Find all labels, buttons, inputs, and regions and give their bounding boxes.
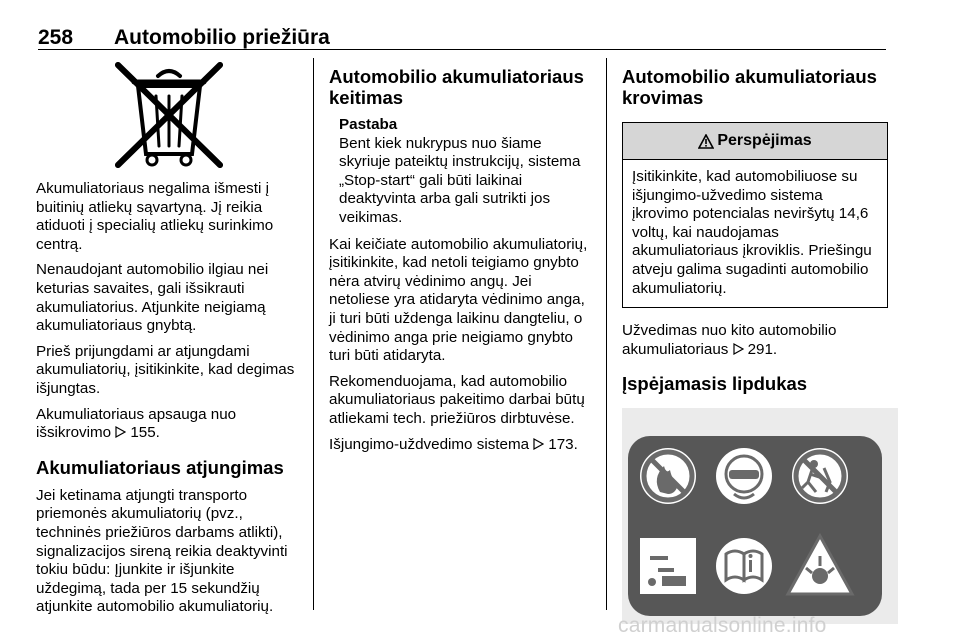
- warning-title: Perspėjimas: [717, 131, 812, 149]
- column-2: [329, 60, 593, 461]
- header-rule: [38, 49, 886, 50]
- column-divider-2: [606, 58, 607, 610]
- crossed-bin-figure: [36, 60, 302, 180]
- warning-label-illustration: [622, 408, 898, 624]
- crossed-bin-icon: [104, 60, 234, 170]
- paragraph: Prieš prijungdami ar atjungdami akumuliatorių, įsitikinkite, kad degimas išjungtas.: [36, 342, 295, 397]
- note-block: [329, 116, 593, 228]
- section-heading: Įspėjamasis lipdukas: [622, 373, 808, 395]
- corrosive-acid-icon: [640, 538, 696, 594]
- paragraph-with-reference: Akumuliatoriaus apsauga nuo išsikrovimo 155.: [36, 405, 237, 442]
- page-reference[interactable]: 291.: [747, 340, 778, 358]
- reference-arrow-icon: [533, 438, 544, 450]
- column-3: [622, 60, 888, 624]
- paragraph: Jei ketinama atjungti transporto priemonės akumuliatorių (pvz., techninės priežiūros darbams atlikti), signalizacijos sireną reikia deaktyvinti tokiu būdu: Įjunkite ir išjunkite uždegimą, tada per 15 sekundžių atjunkite automobilio akumuliatorių.: [36, 486, 288, 616]
- no-fire-smoking-icon: [640, 448, 696, 504]
- running-title: Automobilio priežiūra: [114, 26, 330, 49]
- paragraph: Kai keičiate automobilio akumuliatorių, įsitikinkite, kad netoli teigiamo gnybto nėra atvirų vėdinimo angų. Jei netoliese yra atidaryta vėdinimo anga, ji turi būti uždenga laikinu dangteliu, o vėdinimo anga prie neigiamo gnybto turi būti atidaryta.: [329, 235, 588, 365]
- paragraph-with-reference: Užvedimas nuo kito automobilio akumuliatoriaus 291.: [622, 322, 837, 358]
- paragraph: Nenaudojant automobilio ilgiau nei keturias savaites, gali išsikrauti akumuliatorius. Atjunkite neigiamą akumuliatoriaus gnybtą.: [36, 261, 269, 335]
- paragraph: Rekomenduojama, kad automobilio akumuliatoriaus pakeitimo darbai būtų atliekami tech. priežiūros dirbtuvėse.: [329, 372, 585, 427]
- warning-label-figure: [622, 408, 898, 624]
- section-heading: Automobilio akumuliatoriaus krovimas: [622, 66, 877, 108]
- paragraph: Akumuliatoriaus negalima išmesti į buitinių atliekų sąvartyną. Jį reikia atiduoti į specialių atliekų surinkimo centrą.: [36, 180, 274, 253]
- note-text: Bent kiek nukrypus nuo šiame skyriuje pateiktų instrukcijų, sistema „Stop-start“ gali būti laikinai deaktyvinta arba gali sutrikti jos veikimas.: [339, 134, 581, 226]
- note-title: Pastaba: [339, 116, 398, 133]
- watermark: carmanualsonline.info: [618, 614, 827, 637]
- reference-arrow-icon: [733, 343, 744, 355]
- warning-triangle-icon: [698, 134, 714, 149]
- warning-header: [623, 123, 887, 160]
- page-reference[interactable]: 155.: [130, 424, 160, 442]
- eye-protection-icon: [716, 448, 772, 504]
- column-1: [36, 60, 302, 624]
- section-heading: Automobilio akumuliatoriaus keitimas: [329, 66, 584, 108]
- reference-arrow-icon: [115, 426, 126, 438]
- page-number: 258: [38, 26, 74, 49]
- paragraph-with-reference: Išjungimo-uždvedimo sistema 173.: [329, 435, 578, 453]
- section-heading: Akumuliatoriaus atjungimas: [36, 456, 284, 478]
- warning-text: Įsitikinkite, kad automobiliuose su išjungimo-užvedimo sistema įkrovimo potencialas neviršytų 14,6 voltų, kai naudojamas akumuliatoriaus įkroviklis. Priešingu atveju galima sugadinti automobilio akumuliatorių.: [632, 168, 872, 297]
- column-divider-1: [313, 58, 314, 610]
- page-reference[interactable]: 173.: [548, 435, 578, 453]
- keep-children-away-icon: [792, 448, 848, 504]
- warning-box: [622, 122, 888, 308]
- read-manual-icon: [716, 538, 772, 594]
- page-header: [38, 22, 886, 52]
